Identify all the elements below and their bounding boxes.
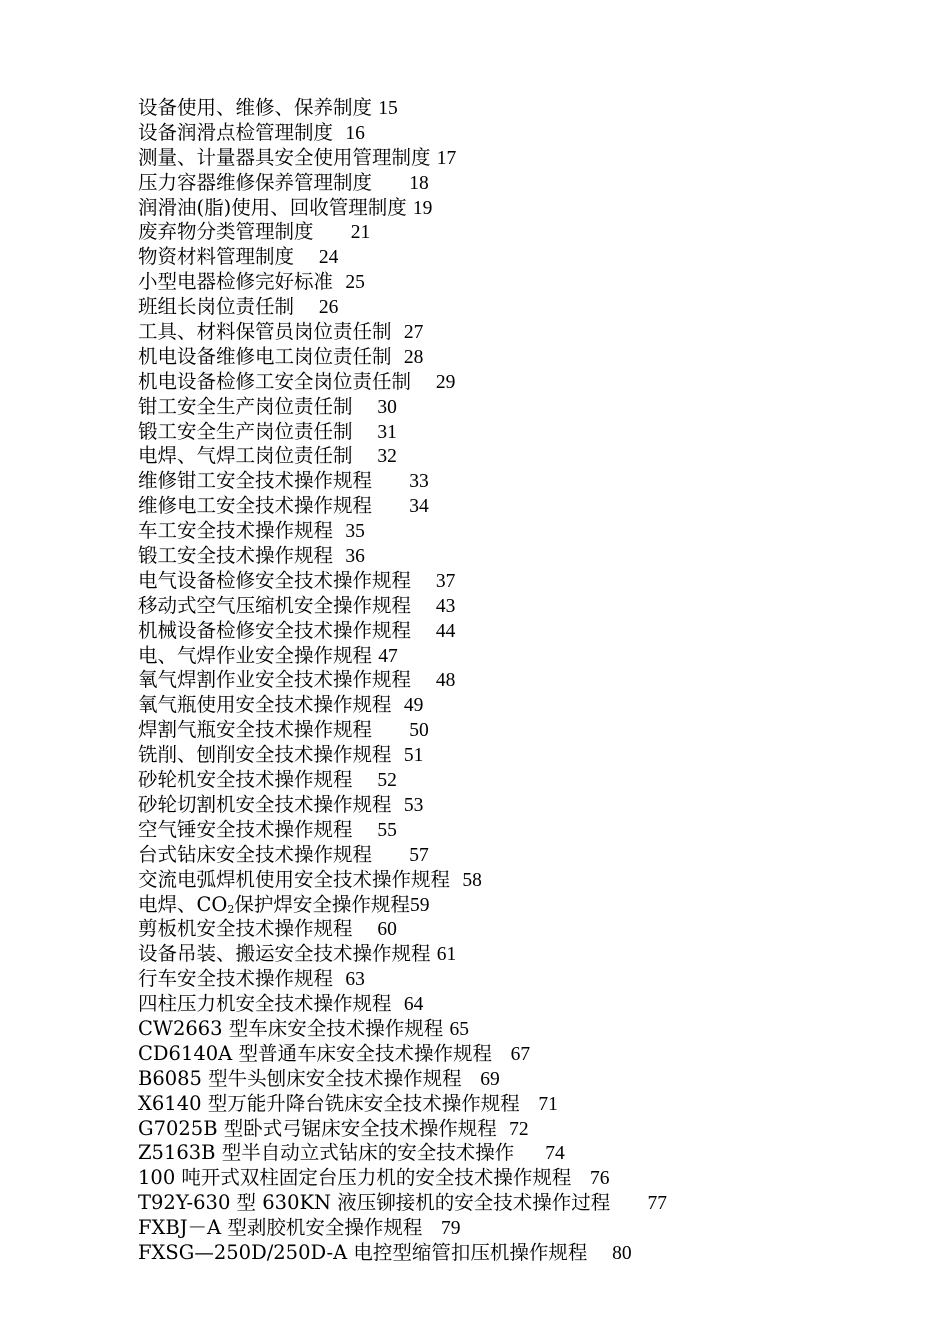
entry-separator <box>497 1117 509 1140</box>
entry-page-number: 29 <box>435 371 456 393</box>
toc-entry[interactable] <box>138 270 838 295</box>
entry-page-number: 21 <box>350 222 371 244</box>
toc-entry[interactable] <box>138 395 838 420</box>
toc-entry[interactable] <box>138 96 838 121</box>
toc-entry[interactable] <box>138 345 838 370</box>
entry-separator <box>372 718 409 741</box>
entry-separator <box>353 444 378 467</box>
toc-entry[interactable] <box>138 320 838 345</box>
toc-entry[interactable] <box>138 220 838 245</box>
entry-title: 设备吊装、搬运安全技术操作规程 <box>138 942 431 966</box>
entry-title: 小型电器检修完好标准 <box>138 270 334 294</box>
entry-title: X6140 型万能升降台铣床安全技术操作规程 <box>138 1091 520 1115</box>
entry-separator <box>333 121 345 144</box>
entry-separator <box>353 768 378 791</box>
entry-page-number: 51 <box>403 745 424 767</box>
entry-separator <box>462 1067 481 1090</box>
entry-separator <box>411 370 436 393</box>
entry-title: 车工安全技术操作规程 <box>138 519 334 543</box>
entry-separator <box>392 320 404 343</box>
entry-page-number: 28 <box>403 346 424 368</box>
entry-separator <box>392 743 404 766</box>
entry-title: 电气设备检修安全技术操作规程 <box>138 568 412 592</box>
toc-entry[interactable] <box>138 1092 838 1117</box>
entry-separator <box>333 544 345 567</box>
entry-page-number: 24 <box>318 247 339 269</box>
entry-page-number: 69 <box>480 1068 500 1090</box>
entry-title: 砂轮机安全技术操作规程 <box>138 768 353 792</box>
entry-separator <box>372 469 409 492</box>
entry-title: FXSG—250D/250D-A 电控型缩管扣压机操作规程 <box>138 1240 588 1264</box>
toc-entry[interactable] <box>138 893 838 918</box>
entry-title: CD6140A 型普通车床安全技术操作规程 <box>138 1041 492 1065</box>
toc-entry[interactable] <box>138 868 838 893</box>
entry-separator <box>411 619 436 642</box>
toc-entry[interactable] <box>138 1216 838 1241</box>
entry-page-number: 76 <box>590 1168 610 1190</box>
toc-entry[interactable] <box>138 693 838 718</box>
entry-title: 维修电工安全技术操作规程 <box>138 494 373 518</box>
entry-page-number: 58 <box>462 869 482 891</box>
entry-title: 废弃物分类管理制度 <box>138 220 314 244</box>
entry-page-number: 18 <box>409 172 429 194</box>
entry-separator <box>520 1092 539 1115</box>
table-of-contents <box>138 96 838 1266</box>
entry-page-number: 49 <box>403 695 424 717</box>
toc-entry[interactable] <box>138 494 838 519</box>
entry-page-number: 59 <box>409 894 430 916</box>
entry-title: 物资材料管理制度 <box>138 245 295 269</box>
entry-separator <box>294 295 319 318</box>
entry-separator <box>571 1166 590 1189</box>
entry-page-number: 31 <box>377 421 397 443</box>
entry-separator <box>610 1191 647 1214</box>
entry-page-number: 35 <box>345 521 365 543</box>
entry-page-number: 74 <box>545 1143 565 1165</box>
entry-title: FXBJ－A 型剥胶机安全操作规程 <box>138 1216 423 1240</box>
entry-page-number: 17 <box>436 147 457 169</box>
entry-title: 剪板机安全技术操作规程 <box>138 917 353 941</box>
toc-entry[interactable] <box>138 843 838 868</box>
toc-entry[interactable] <box>138 469 838 494</box>
entry-title: 维修钳工安全技术操作规程 <box>138 469 373 493</box>
entry-page-number: 44 <box>435 620 456 642</box>
entry-title: 锻工安全技术操作规程 <box>138 544 334 568</box>
entry-title: 交流电弧焊机使用安全技术操作规程 <box>138 867 451 891</box>
toc-entry[interactable] <box>138 370 838 395</box>
entry-title: 班组长岗位责任制 <box>138 295 295 319</box>
toc-entry[interactable] <box>138 121 838 146</box>
entry-page-number: 16 <box>345 122 365 144</box>
toc-entry[interactable] <box>138 942 838 967</box>
entry-separator <box>372 171 409 194</box>
entry-title: CW2663 型车床安全技术操作规程 <box>138 1016 444 1040</box>
entry-title: 焊割气瓶安全技术操作规程 <box>138 718 373 742</box>
toc-entry[interactable] <box>138 793 838 818</box>
entry-title: 测量、计量器具安全使用管理制度 <box>138 145 431 169</box>
entry-title: T92Y-630 型 630KN 液压铆接机的安全技术操作过程 <box>138 1191 611 1215</box>
toc-entry[interactable] <box>138 196 838 221</box>
entry-separator <box>333 270 345 293</box>
toc-entry[interactable] <box>138 818 838 843</box>
entry-title: 润滑油(脂)使用、回收管理制度 <box>138 195 407 219</box>
entry-separator <box>372 494 409 517</box>
entry-separator <box>411 569 436 592</box>
entry-page-number: 77 <box>647 1193 668 1215</box>
entry-separator <box>314 220 351 243</box>
entry-title: 设备使用、维修、保养制度 <box>138 96 373 119</box>
entry-page-number: 47 <box>378 645 398 667</box>
toc-entry[interactable] <box>138 1067 838 1092</box>
entry-title: 氧气焊割作业安全技术操作规程 <box>138 668 412 692</box>
entry-title: 锻工安全生产岗位责任制 <box>138 419 353 443</box>
toc-entry[interactable] <box>138 245 838 270</box>
entry-separator <box>514 1141 545 1164</box>
toc-entry[interactable] <box>138 1166 838 1191</box>
toc-entry[interactable] <box>138 1117 838 1142</box>
toc-entry[interactable] <box>138 295 838 320</box>
toc-entry[interactable] <box>138 768 838 793</box>
entry-title: 钳工安全生产岗位责任制 <box>138 394 353 418</box>
toc-entry[interactable] <box>138 992 838 1017</box>
entry-separator <box>392 693 404 716</box>
entry-separator <box>492 1042 511 1065</box>
entry-page-number: 50 <box>409 720 429 742</box>
entry-page-number: 27 <box>403 322 424 344</box>
entry-page-number: 64 <box>403 994 424 1016</box>
entry-title: 电焊、气焊工岗位责任制 <box>138 444 353 468</box>
subscript-two: 2 <box>227 902 235 916</box>
entry-title-prefix: 电焊、CO <box>138 892 228 916</box>
toc-entry[interactable] <box>138 171 838 196</box>
entry-separator <box>353 917 378 940</box>
entry-title: 台式钻床安全技术操作规程 <box>138 842 373 866</box>
entry-page-number: 25 <box>345 272 365 294</box>
entry-page-number: 71 <box>538 1093 558 1115</box>
toc-entry[interactable] <box>138 544 838 569</box>
entry-page-number: 63 <box>345 969 365 991</box>
entry-title: 机械设备检修安全技术操作规程 <box>138 618 412 642</box>
entry-page-number: 67 <box>510 1043 531 1065</box>
entry-title: 砂轮切割机安全技术操作规程 <box>138 792 392 816</box>
entry-page-number: 32 <box>377 446 397 468</box>
entry-separator <box>411 594 436 617</box>
toc-entry[interactable] <box>138 146 838 171</box>
toc-entry[interactable] <box>138 917 838 942</box>
entry-page-number: 26 <box>318 297 339 319</box>
toc-entry[interactable] <box>138 569 838 594</box>
entry-separator <box>587 1241 612 1264</box>
entry-title: 电、气焊作业安全操作规程 <box>138 643 373 667</box>
entry-separator <box>353 818 378 841</box>
toc-entry[interactable] <box>138 594 838 619</box>
entry-title: 100 吨开式双柱固定台压力机的安全技术操作规程 <box>138 1166 572 1190</box>
entry-page-number: 61 <box>436 944 457 966</box>
entry-title: 机电设备检修工安全岗位责任制 <box>138 369 412 393</box>
toc-entry[interactable] <box>138 444 838 469</box>
entry-separator <box>422 1216 441 1239</box>
entry-separator <box>392 793 404 816</box>
toc-entry[interactable] <box>138 743 838 768</box>
entry-page-number: 52 <box>377 770 397 792</box>
entry-page-number: 60 <box>377 919 397 941</box>
entry-page-number: 30 <box>377 396 397 418</box>
entry-page-number: 65 <box>449 1018 469 1040</box>
entry-page-number: 72 <box>509 1118 529 1140</box>
entry-page-number: 57 <box>409 844 429 866</box>
entry-title: 空气锤安全技术操作规程 <box>138 817 353 841</box>
entry-page-number: 53 <box>403 794 424 816</box>
entry-title: 设备润滑点检管理制度 <box>138 120 334 144</box>
entry-title: 机电设备维修电工岗位责任制 <box>138 344 392 368</box>
entry-separator <box>392 345 404 368</box>
toc-entry[interactable] <box>138 1141 838 1166</box>
toc-entry[interactable] <box>138 1017 838 1042</box>
entry-separator <box>450 868 462 891</box>
toc-entry[interactable] <box>138 718 838 743</box>
toc-entry[interactable] <box>138 644 838 669</box>
toc-entry[interactable] <box>138 1191 838 1216</box>
entry-title: 工具、材料保管员岗位责任制 <box>138 320 392 344</box>
toc-entry[interactable] <box>138 519 838 544</box>
entry-page-number: 37 <box>435 570 456 592</box>
entry-title: 四柱压力机安全技术操作规程 <box>138 992 392 1016</box>
entry-page-number: 48 <box>435 670 456 692</box>
entry-page-number: 79 <box>440 1218 461 1240</box>
toc-entry[interactable] <box>138 619 838 644</box>
entry-separator <box>372 843 409 866</box>
entry-page-number: 33 <box>409 471 429 493</box>
entry-title: 铣削、刨削安全技术操作规程 <box>138 743 392 767</box>
entry-title: G7025B 型卧式弓锯床安全技术操作规程 <box>138 1116 497 1140</box>
entry-title: Z5163B 型半自动立式钻床的安全技术操作 <box>138 1141 515 1165</box>
entry-title: 移动式空气压缩机安全操作规程 <box>138 593 412 617</box>
entry-separator <box>353 420 378 443</box>
toc-entry[interactable] <box>138 420 838 445</box>
toc-entry[interactable] <box>138 668 838 693</box>
entry-page-number: 36 <box>345 546 365 568</box>
entry-page-number: 43 <box>435 595 456 617</box>
entry-separator <box>392 992 404 1015</box>
entry-separator <box>411 668 436 691</box>
toc-entry[interactable] <box>138 1042 838 1067</box>
entry-title: 行车安全技术操作规程 <box>138 967 334 991</box>
entry-title: 压力容器维修保养管理制度 <box>138 170 373 194</box>
entry-title-suffix: 保护焊安全操作规程 <box>234 892 410 916</box>
toc-entry[interactable] <box>138 967 838 992</box>
entry-separator <box>333 519 345 542</box>
entry-title: 氧气瓶使用安全技术操作规程 <box>138 693 392 717</box>
entry-separator <box>353 395 378 418</box>
entry-page-number: 19 <box>412 197 433 219</box>
entry-page-number: 34 <box>409 496 429 518</box>
entry-page-number: 15 <box>378 98 398 119</box>
entry-page-number: 80 <box>612 1242 632 1264</box>
entry-separator <box>333 967 345 990</box>
entry-page-number: 55 <box>377 819 397 841</box>
toc-entry[interactable] <box>138 1241 838 1266</box>
entry-separator <box>294 245 319 268</box>
entry-title: B6085 型牛头刨床安全技术操作规程 <box>138 1066 462 1090</box>
